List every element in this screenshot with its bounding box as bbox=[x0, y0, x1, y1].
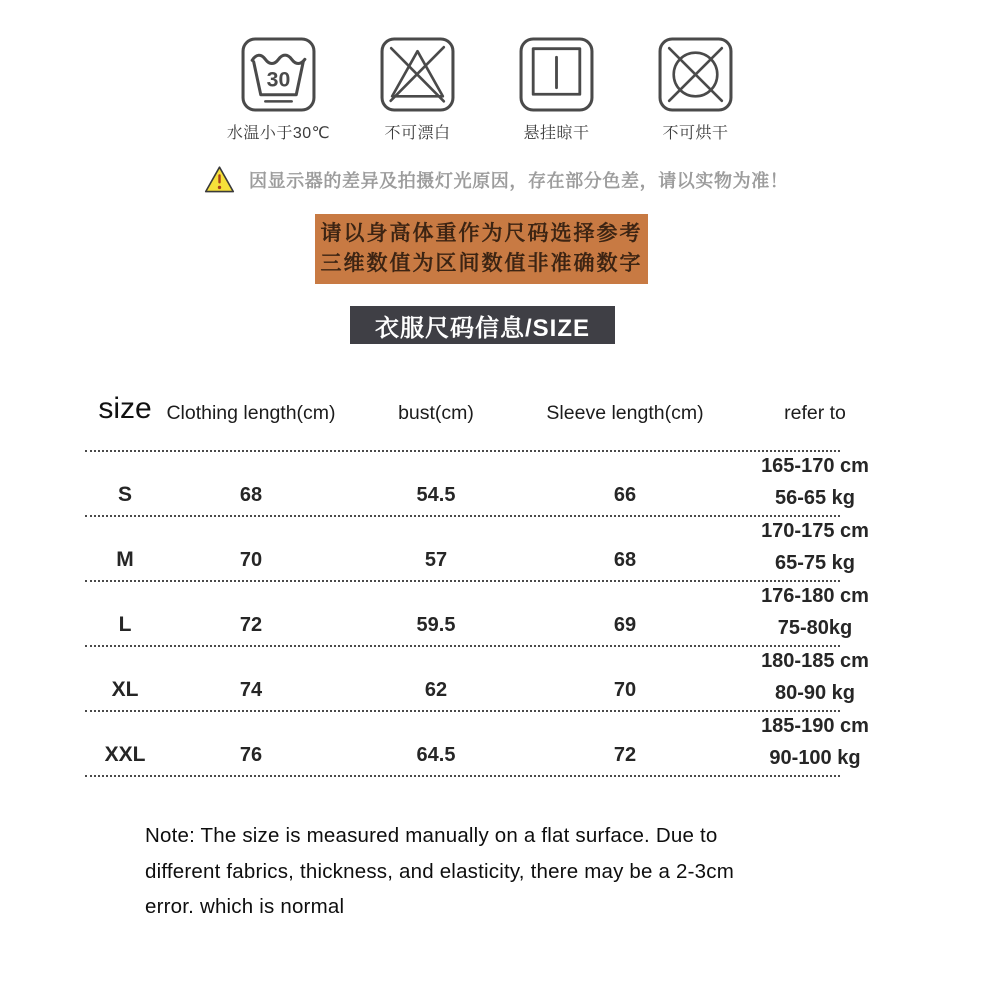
color-notice-text: 因显示器的差异及拍摄灯光原因，存在部分色差，请以实物为准！ bbox=[249, 170, 789, 191]
cell-size: M bbox=[116, 548, 134, 571]
cell-size: XL bbox=[111, 678, 139, 701]
size-table bbox=[85, 392, 915, 777]
cell-size: XXL bbox=[104, 743, 146, 766]
wash-temp-value: 30 bbox=[266, 67, 291, 92]
care-icons-row bbox=[226, 36, 734, 143]
cell-refer-to bbox=[715, 452, 915, 515]
table-row bbox=[85, 712, 915, 775]
cell-refer-to bbox=[715, 647, 915, 710]
warning-icon bbox=[203, 164, 236, 195]
cell-bust: 64.5 bbox=[416, 744, 456, 766]
note-line-2: different fabrics, thickness, and elasticity, there may be a 2-3cm bbox=[145, 859, 734, 883]
cell-bust: 54.5 bbox=[416, 484, 456, 506]
color-notice bbox=[203, 164, 788, 195]
cell-bust: 62 bbox=[424, 679, 448, 701]
refer-height: 176-180 cm bbox=[761, 585, 869, 607]
refer-weight: 75-80kg bbox=[777, 617, 853, 639]
hang-dry-icon bbox=[518, 36, 595, 113]
table-row bbox=[85, 582, 915, 645]
care-item-wash bbox=[226, 36, 331, 143]
section-title-banner: 衣服尺码信息/SIZE bbox=[350, 306, 615, 344]
cell-clothing-length: 76 bbox=[239, 744, 263, 766]
refer-height: 180-185 cm bbox=[761, 650, 869, 672]
size-tip-line-1: 请以身高体重作为尺码选择参考 bbox=[320, 222, 643, 245]
note-line-1: Note: The size is measured manually on a flat surface. Due to bbox=[145, 824, 718, 847]
refer-weight: 90-100 kg bbox=[769, 747, 861, 769]
care-item-no-bleach bbox=[379, 36, 456, 143]
care-label-no-bleach: 不可漂白 bbox=[384, 125, 451, 142]
cell-sleeve-length: 72 bbox=[613, 744, 637, 766]
size-tip-line-2: 三维数值为区间数值非准确数字 bbox=[320, 252, 643, 275]
table-row bbox=[85, 452, 915, 515]
refer-height: 170-175 cm bbox=[761, 520, 869, 542]
cell-sleeve-length: 69 bbox=[613, 614, 637, 636]
table-row bbox=[85, 647, 915, 710]
care-item-hang-dry bbox=[518, 36, 595, 143]
care-label-no-tumble-dry: 不可烘干 bbox=[662, 125, 729, 142]
cell-clothing-length: 68 bbox=[239, 484, 263, 506]
care-label-wash: 水温小于30℃ bbox=[226, 125, 331, 142]
cell-size: L bbox=[118, 613, 132, 636]
cell-refer-to bbox=[715, 582, 915, 645]
care-item-no-tumble-dry bbox=[657, 36, 734, 143]
cell-sleeve-length: 68 bbox=[613, 549, 637, 571]
cell-clothing-length: 70 bbox=[239, 549, 263, 571]
header-clothing-length: Clothing length(cm) bbox=[166, 402, 336, 424]
cell-bust: 57 bbox=[424, 549, 448, 571]
refer-height: 165-170 cm bbox=[761, 455, 869, 477]
refer-weight: 56-65 kg bbox=[774, 487, 856, 509]
cell-refer-to bbox=[715, 517, 915, 580]
refer-weight: 65-75 kg bbox=[774, 552, 856, 574]
care-label-hang-dry: 悬挂晾干 bbox=[523, 125, 590, 142]
table-row bbox=[85, 517, 915, 580]
header-size: size bbox=[98, 392, 152, 425]
cell-clothing-length: 74 bbox=[239, 679, 263, 701]
cell-size: S bbox=[117, 483, 132, 506]
cell-sleeve-length: 66 bbox=[613, 484, 637, 506]
cell-refer-to bbox=[715, 712, 915, 775]
header-refer-to: refer to bbox=[784, 402, 846, 424]
size-tip-box bbox=[315, 214, 648, 284]
cell-clothing-length: 72 bbox=[239, 614, 263, 636]
header-bust: bust(cm) bbox=[398, 402, 474, 424]
size-table-header bbox=[85, 392, 915, 450]
no-tumble-dry-icon bbox=[657, 36, 734, 113]
refer-weight: 80-90 kg bbox=[774, 682, 856, 704]
note-line-3: error. which is normal bbox=[145, 895, 345, 918]
refer-height: 185-190 cm bbox=[761, 715, 869, 737]
header-sleeve-length: Sleeve length(cm) bbox=[546, 402, 704, 424]
no-bleach-icon bbox=[379, 36, 456, 113]
wash-30-icon bbox=[240, 36, 317, 113]
cell-bust: 59.5 bbox=[416, 614, 456, 636]
cell-sleeve-length: 70 bbox=[613, 679, 637, 701]
table-divider bbox=[85, 775, 840, 777]
measurement-note bbox=[145, 818, 734, 925]
